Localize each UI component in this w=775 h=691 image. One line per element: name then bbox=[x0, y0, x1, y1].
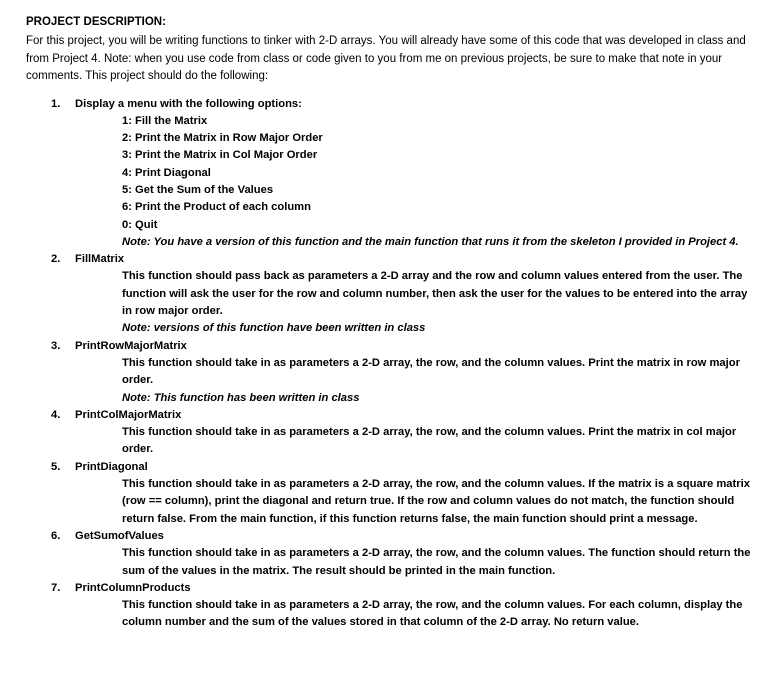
description-note: Note: versions of this function have been written in class bbox=[122, 322, 426, 335]
function-name: FillMatrix bbox=[75, 253, 125, 266]
function-name: PrintRowMajorMatrix bbox=[75, 339, 187, 352]
list-number: 7. bbox=[51, 581, 61, 594]
menu-option: 6: Print the Product of each column bbox=[122, 201, 311, 214]
list-item-printdiagonal bbox=[26, 459, 753, 528]
list-item-printcolumnproducts bbox=[26, 580, 753, 632]
list-number: 1. bbox=[51, 97, 61, 110]
menu-option: 2: Print the Matrix in Row Major Order bbox=[122, 132, 323, 145]
description-text: This function should pass back as parameters a 2-D array and the row and column values entered from the user. The function will ask the user for the row and column number, then ask the user for the values to be entered into the array in row major order. bbox=[122, 270, 748, 318]
function-description bbox=[75, 545, 753, 580]
menu-option: 4: Print Diagonal bbox=[122, 166, 211, 179]
function-description bbox=[75, 355, 753, 407]
description-text: This function should take in as parameters a 2-D array, the row, and the column values. For each column, display the column number and the sum of the values stored in that column of the 2-D array. No return value. bbox=[122, 599, 743, 629]
list-number: 6. bbox=[51, 529, 61, 542]
function-description bbox=[75, 424, 753, 459]
function-name: PrintColMajorMatrix bbox=[75, 408, 182, 421]
menu-option: 3: Print the Matrix in Col Major Order bbox=[122, 149, 318, 162]
list-item-printrowmajormatrix bbox=[26, 338, 753, 407]
description-note: Note: This function has been written in class bbox=[122, 391, 360, 404]
function-description bbox=[75, 597, 753, 632]
function-name: GetSumofValues bbox=[75, 529, 164, 542]
description-text: This function should take in as parameters a 2-D array, the row, and the column values. Print the matrix in col major order. bbox=[122, 426, 737, 456]
menu-note: Note: You have a version of this function and the main function that runs it from the skeleton I provided in Project 4. bbox=[122, 235, 739, 248]
list-item-printcolmajormatrix bbox=[26, 407, 753, 459]
function-description bbox=[75, 476, 753, 528]
function-description bbox=[75, 268, 753, 337]
document-heading: PROJECT DESCRIPTION: bbox=[26, 16, 166, 28]
intro-paragraph: For this project, you will be writing functions to tinker with 2-D arrays. You will already have some of this code that was developed in class and from Project 4. Note: when you use code from class or code given to you from me on previous projects, be sure to make that note in your comments. This project should do the following: bbox=[26, 35, 746, 82]
menu-option: 5: Get the Sum of the Values bbox=[122, 183, 274, 196]
list-item-getsumofvalues bbox=[26, 528, 753, 580]
list-item-fillmatrix bbox=[26, 251, 753, 337]
function-name: PrintColumnProducts bbox=[75, 581, 191, 594]
menu-options bbox=[75, 113, 753, 251]
menu-title: Display a menu with the following options: bbox=[75, 97, 302, 110]
list-number: 2. bbox=[51, 253, 61, 266]
list-number: 4. bbox=[51, 408, 61, 421]
menu-option: 1: Fill the Matrix bbox=[122, 114, 208, 127]
description-text: This function should take in as parameters a 2-D array, the row, and the column values. The function should return the sum of the values in the matrix. The result should be printed in the main function. bbox=[122, 547, 751, 577]
menu-option: 0: Quit bbox=[122, 218, 158, 231]
list-item-menu bbox=[26, 96, 753, 252]
description-text: This function should take in as parameters a 2-D array, the row, and the column values. If the matrix is a square matrix (row == column), print the diagonal and return true. If the row and column values do not match, the function should return false. From the main function, if this function returns false, the main function should print a message. bbox=[122, 478, 750, 525]
list-number: 5. bbox=[51, 460, 61, 473]
list-number: 3. bbox=[51, 339, 61, 352]
requirements-list bbox=[26, 96, 753, 632]
description-text: This function should take in as parameters a 2-D array, the row, and the column values. Print the matrix in row major order. bbox=[122, 356, 740, 387]
function-name: PrintDiagonal bbox=[75, 460, 148, 473]
